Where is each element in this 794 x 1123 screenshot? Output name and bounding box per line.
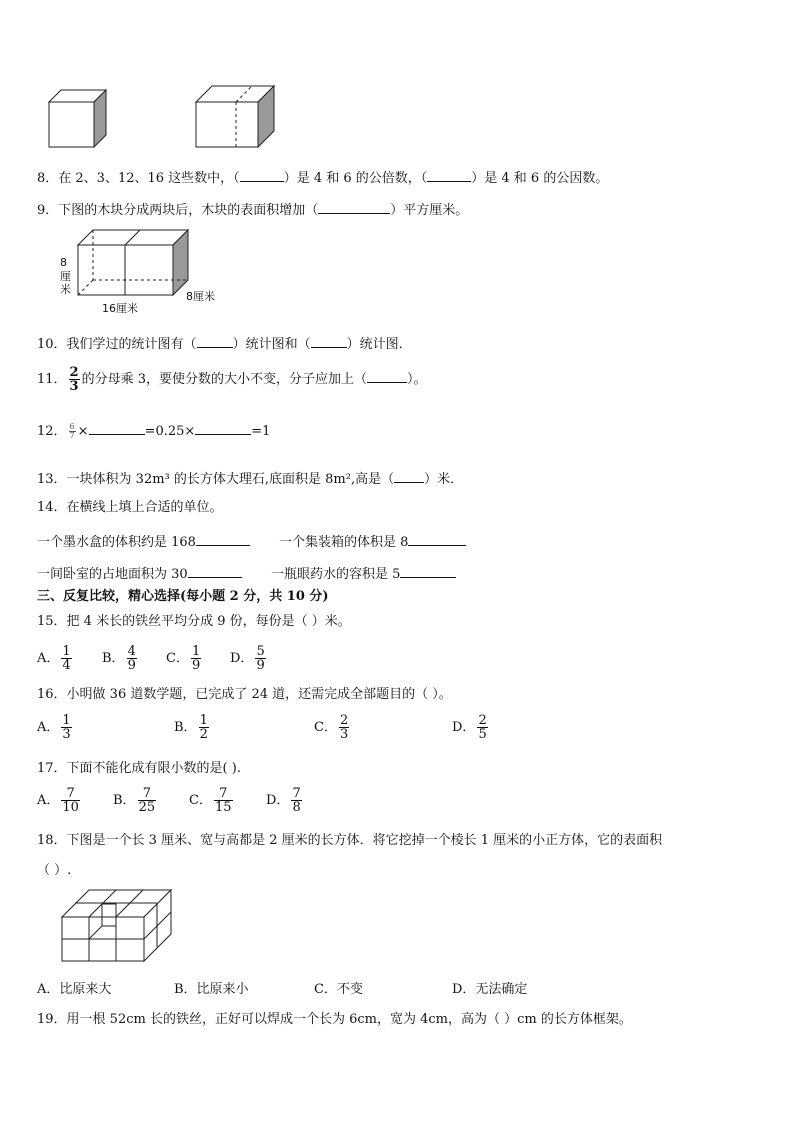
question-14-b: 一个集装箱的体积是 8 [279,531,466,552]
question-14-a: 一个墨水盒的体积约是 168 [37,531,250,552]
answer-blank[interactable] [311,333,347,348]
answer-blank[interactable] [240,167,284,182]
fraction: $\frac{2}{3}$ [69,365,79,394]
option-b[interactable]: B． $\frac{4}{9}$ [102,644,136,673]
cuboid-dug-figure [62,890,174,962]
option-b[interactable]: B． $\frac{1}{2}$ [174,713,208,742]
cuboid-cut-figure [196,86,276,150]
label-height: 8 [60,256,67,269]
question-16: 16．小明做 36 道数学题，已完成了 24 道，还需完成全部题目的（ ）。 [37,687,452,702]
fraction: $\frac{6}{7}$ [69,422,75,440]
option-a[interactable]: A． $\frac{1}{3}$ [37,713,71,742]
question-12: 12． $\frac{6}{7}$ × =0.25× =1 [37,422,271,440]
answer-blank[interactable] [89,420,145,435]
answer-blank[interactable] [400,563,456,578]
cube-figure [49,90,109,150]
option-d[interactable]: D． $\frac{5}{9}$ [230,644,265,673]
option-c[interactable]: C． $\frac{7}{15}$ [189,786,232,815]
option-c[interactable]: C． $\frac{2}{3}$ [314,713,349,742]
option-c[interactable]: C． $\frac{1}{9}$ [166,644,201,673]
answer-blank[interactable] [394,468,424,483]
answer-blank[interactable] [196,531,250,546]
option-d[interactable]: D． $\frac{2}{5}$ [452,713,487,742]
option-b[interactable]: B． $\frac{7}{25}$ [113,786,156,815]
question-18-blank: （ ）. [37,863,72,878]
question-14-c: 一间卧室的占地面积为 30 [37,563,242,584]
answer-blank[interactable] [427,167,471,182]
question-13: 13．一块体积为 32m³ 的长方体大理石,底面积是 8m²,高是（ ）米． [37,468,463,489]
answer-blank[interactable] [188,563,242,578]
option-d[interactable]: D． $\frac{7}{8}$ [266,786,301,815]
question-18: 18．下图是一个长 3 厘米、宽与高都是 2 厘米的长方体．将它挖掉一个棱长 1 厘米的小正方体，它的表面积 [37,833,663,848]
answer-blank[interactable] [408,531,466,546]
label-height: 米 [60,283,71,296]
answer-blank[interactable] [318,199,390,214]
label-height: 厘 [60,270,71,283]
question-8: 8．在 2、3、12、16 这些数中，（ ）是 4 和 6 的公倍数，（ ）是 4 和 6 的公因数。 [37,167,608,188]
label-width: 8厘米 [186,290,215,303]
option-c[interactable]: C．不变 [314,982,363,997]
question-10: 10．我们学过的统计图有（ ）统计图和（ ）统计图． [37,333,412,354]
option-a[interactable]: A．比原来大 [37,982,112,997]
question-15: 15．把 4 米长的铁丝平均分成 9 份，每份是（ ）米。 [37,614,351,629]
option-a[interactable]: A． $\frac{1}{4}$ [37,644,71,673]
option-b[interactable]: B．比原来小 [174,982,249,997]
wood-block-figure [78,230,190,296]
section-title: 三、反复比较，精心选择(每小题 2 分，共 10 分) [37,589,329,604]
question-9: 9．下图的木块分成两块后，木块的表面积增加（ ）平方厘米。 [37,199,468,220]
question-19: 19．用一根 52cm 长的铁丝，正好可以焊成一个长为 6cm，宽为 4cm，高为（ ）cm 的长方体框架。 [37,1012,632,1027]
answer-blank[interactable] [367,368,407,383]
answer-blank[interactable] [197,333,233,348]
question-11: 11． $\frac{2}{3}$ 的分母乘 3，要使分数的大小不变，分子应加上（ ）。 [37,365,427,394]
answer-blank[interactable] [195,420,251,435]
option-a[interactable]: A． $\frac{7}{10}$ [37,786,79,815]
option-d[interactable]: D．无法确定 [452,982,528,997]
label-length: 16厘米 [102,302,138,315]
question-14: 14．在横线上填上合适的单位。 [37,500,223,515]
question-14-d: 一瓶眼药水的容积是 5 [271,563,456,584]
question-17: 17．下面不能化成有限小数的是( ). [37,761,241,776]
